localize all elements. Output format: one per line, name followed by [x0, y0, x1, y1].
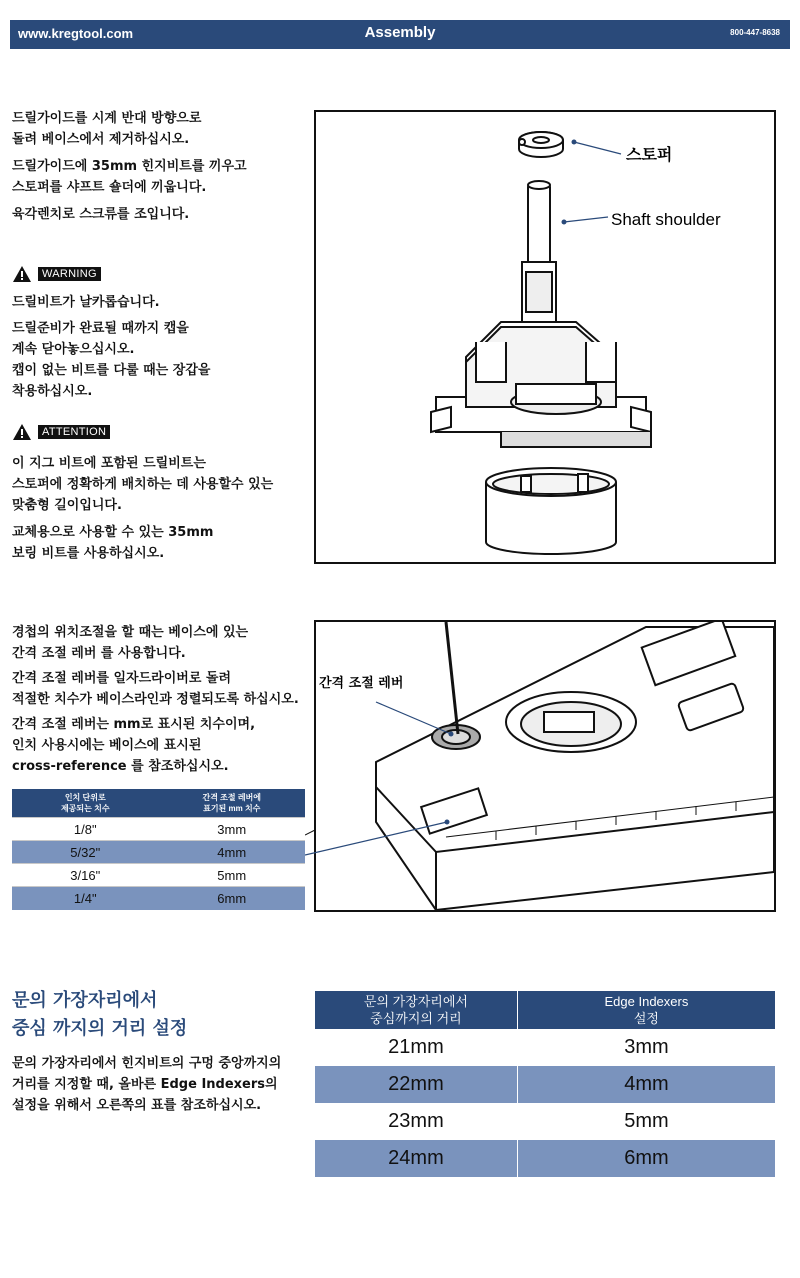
- warning-icon: [12, 265, 32, 283]
- table-cell: 4mm: [517, 1066, 775, 1103]
- table-cell: 5mm: [159, 864, 306, 887]
- shaft-shoulder-callout: Shaft shoulder: [611, 210, 721, 229]
- s2-instructions: [12, 622, 299, 777]
- table-cell: 6mm: [517, 1140, 775, 1177]
- base-illustration: [316, 622, 774, 910]
- table-cell: 3/16": [12, 864, 159, 887]
- s3-line: 설정을 위해서 오른쪽의 표를 참조하십시오.: [12, 1098, 262, 1113]
- phone-number: 800-447-8638: [730, 28, 780, 37]
- section3-heading: [12, 987, 187, 1043]
- attention-line: 이 지그 비트에 포함된 드릴비트는: [12, 456, 206, 471]
- s2-line: cross-reference 를 참조하십시오.: [12, 759, 229, 774]
- table-cell: 1/8": [12, 818, 159, 841]
- lever-callout: 간격 조절 레버: [319, 676, 404, 691]
- attention-line: 맞춤형 길이입니다.: [12, 498, 122, 513]
- s2-line: 간격 조절 레버 를 사용합니다.: [12, 646, 186, 661]
- edge-indexer-table: [315, 991, 775, 1177]
- warning-line: 캡이 없는 비트를 다룰 때는 장갑을: [12, 363, 211, 378]
- table-row: [315, 1140, 775, 1177]
- attention-line: 스토퍼에 정확하게 배치하는 데 사용할수 있는: [12, 477, 274, 492]
- table-cell: 3mm: [159, 818, 306, 841]
- warning-label: WARNING: [38, 267, 101, 281]
- s2-line: 간격 조절 레버를 일자드라이버로 돌려: [12, 671, 232, 686]
- page-title: Assembly: [364, 24, 436, 41]
- s3-line: 문의 가장자리에서 힌지비트의 구멍 중앙까지의: [12, 1056, 282, 1071]
- s2-line: 간격 조절 레버는 mm로 표시된 치수이며,: [12, 717, 256, 732]
- table-header: Edge Indexers 설정: [517, 991, 775, 1029]
- s1-line: 드릴가이드를 시계 반대 방향으로: [12, 111, 202, 126]
- table-cell: 23mm: [315, 1103, 517, 1140]
- warning-line: 드릴비트가 날카롭습니다.: [12, 295, 160, 310]
- stopper-callout: 스토퍼: [626, 145, 673, 164]
- table-row: [12, 818, 305, 841]
- table-cell: 21mm: [315, 1029, 517, 1066]
- table-cell: 24mm: [315, 1140, 517, 1177]
- inch-mm-table: [12, 789, 305, 910]
- warning-icon: [12, 423, 32, 441]
- s1-line: 스토퍼를 샤프트 숄더에 끼웁니다.: [12, 180, 207, 195]
- table-row: [315, 1066, 775, 1103]
- drill-guide-figure: [314, 110, 776, 564]
- table-header: 간격 조절 레버에 표기된 mm 치수: [159, 789, 306, 818]
- warning-line: 착용하십시오.: [12, 384, 93, 399]
- s1-line: 드릴가이드에 35mm 힌지비트를 끼우고: [12, 159, 247, 174]
- warning-badge: [12, 265, 101, 283]
- table-header: 문의 가장자리에서 중심까지의 거리: [315, 991, 517, 1029]
- attention-line: 교체용으로 사용할 수 있는 35mm: [12, 525, 214, 540]
- s1-line: 돌려 베이스에서 제거하십시오.: [12, 132, 190, 147]
- s2-line: 적절한 치수가 베이스라인과 정렬되도록 하십시오.: [12, 692, 299, 707]
- table-cell: 1/4": [12, 887, 159, 910]
- s1-instructions: [12, 108, 247, 225]
- table-row: [315, 1103, 775, 1140]
- base-lever-figure: [314, 620, 776, 912]
- attention-label: ATTENTION: [38, 425, 110, 439]
- s3-instructions: [12, 1053, 281, 1116]
- attention-badge: [12, 423, 110, 441]
- drill-guide-illustration: [316, 112, 774, 562]
- table-cell: 22mm: [315, 1066, 517, 1103]
- header-bar: [10, 20, 790, 49]
- table-header: 인치 단위로 제공되는 치수: [12, 789, 159, 818]
- attention-text: [12, 453, 273, 564]
- heading-line: 중심 까지의 거리 설정: [12, 1018, 188, 1039]
- site-url[interactable]: www.kregtool.com: [18, 26, 134, 41]
- table-row: [12, 864, 305, 887]
- table-row: [12, 887, 305, 910]
- table-cell: 6mm: [159, 887, 306, 910]
- warning-line: 계속 닫아놓으십시오.: [12, 342, 135, 357]
- warning-line: 드릴준비가 완료될 때까지 캡을: [12, 321, 189, 336]
- table-cell: 4mm: [159, 841, 306, 864]
- table-cell: 5mm: [624, 1110, 669, 1132]
- table-row: [315, 1029, 775, 1066]
- table-callout-line: [305, 800, 455, 860]
- table-cell: 5/32": [12, 841, 159, 864]
- attention-line: 보링 비트를 사용하십시오.: [12, 546, 165, 561]
- table-row: [12, 841, 305, 864]
- s3-line: 거리를 지정할 때, 올바른 Edge Indexers의: [12, 1077, 278, 1092]
- heading-line: 문의 가장자리에서: [12, 990, 158, 1011]
- s2-line: 경첩의 위치조절을 할 때는 베이스에 있는: [12, 625, 249, 640]
- s2-line: 인치 사용시에는 베이스에 표시된: [12, 738, 202, 753]
- s1-line: 육각렌치로 스크류를 조입니다.: [12, 207, 190, 222]
- warning-text: [12, 292, 210, 402]
- table-cell: 3mm: [624, 1036, 669, 1058]
